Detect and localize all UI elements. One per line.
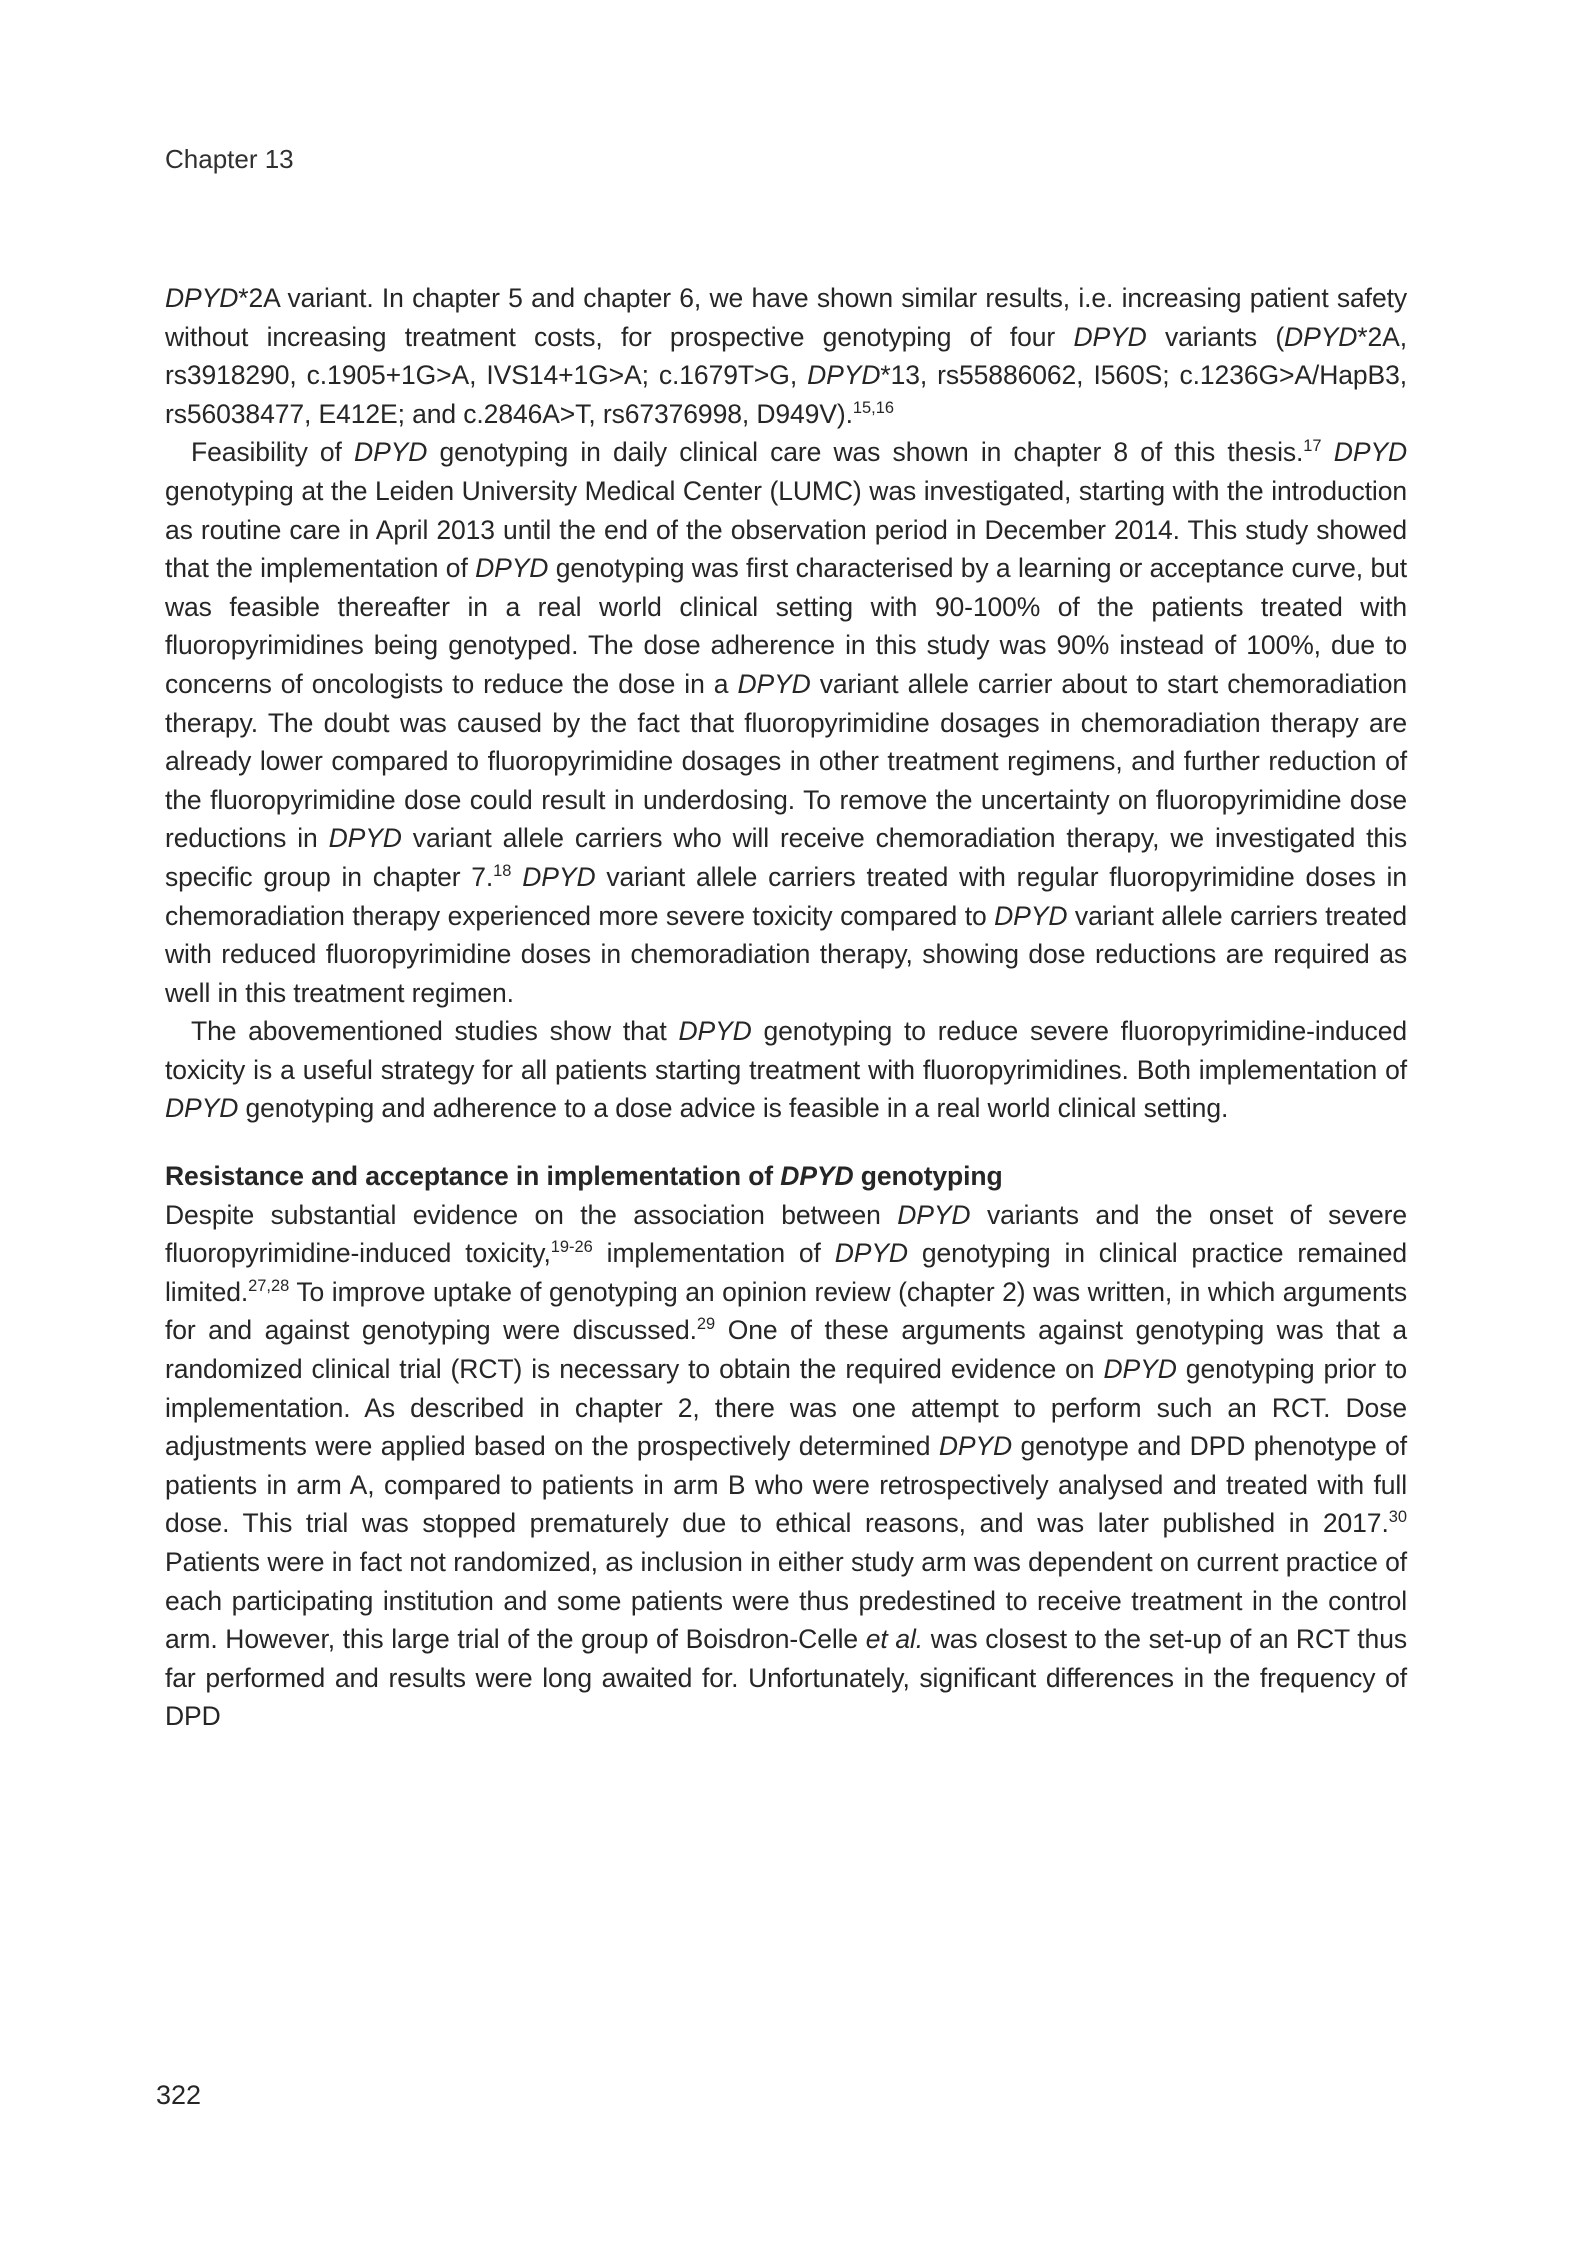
paragraph-resistance: Despite substantial evidence on the association between DPYD variants and the onset of severe fluoropyrimidine-induced toxicity,$^{19-26}$ implementation of DPYD genotyping in clinical practice remained limited.$^{27,28}$ To improve uptake of genotyping an opinion review (chapter 2) was written, in which arguments for and against genotyping were discussed.$^{29}$ One of these arguments against genotyping was that a randomized clinical trial (RCT) is necessary to obtain the required evidence on DPYD genotyping prior to implementation. As described in chapter 2, there was one attempt to perform such an RCT. Dose adjustments were applied based on the prospectively determined DPYD genotype and DPD phenotype of patients in arm A, compared to patients in arm B who were retrospectively analysed and treated with full dose. This trial was stopped prematurely due to ethical reasons, and was later published in 2017.30 Patients were in fact not randomized, as inclusion in either study arm was dependent on current practice of each participating institution and some patients were thus predestined to receive treatment in the control arm. However, this large trial of the group of Boisdron-Celle et al. was closest to the set-up of an RCT thus far performed and results were long awaited for. Unfortunately, significant differences in the frequency of DPD	[165, 1199, 1408, 1732]
body-text	[165, 279, 1407, 1736]
running-header: Chapter 13	[165, 144, 294, 174]
paragraph-dpyd-variants: DPYD*2A variant. In chapter 5 and chapter 6, we have shown similar results, i.e. increasing patient safety without increasing treatment costs, for prospective genotyping of four DPYD variants (DPYD*2A, rs3918290, c.1905+1G>A, IVS14+1G>A; c.1679T>G, DPYD*13, rs55886062, I560S; c.1236G>A/HapB3, rs56038477, E412E; and c.2846A>T, rs67376998, D949V).$^{15,16}$	[165, 283, 1407, 429]
paragraph-summary: The abovementioned studies show that DPYD genotyping to reduce severe fluoropyrimidine-induced toxicity is a useful strategy for all patients starting treatment with fluoropyrimidines. Both implementation of DPYD genotyping and adherence to a dose advice is feasible in a real world clinical setting.	[165, 1016, 1407, 1124]
paragraph-feasibility: Feasibility of DPYD genotyping in daily clinical care was shown in chapter 8 of this thesis.$^{17}$ DPYD genotyping at the Leiden University Medical Center (LUMC) was investigated, starting with the introduction as routine care in April 2013 until the end of the observation period in December 2014. This study showed that the implementation of DPYD genotyping was first characterised by a learning or acceptance curve, but was feasible thereafter in a real world clinical setting with 90-100% of the patients treated with fluoropyrimidines being genotyped. The dose adherence in this study was 90% instead of 100%, due to concerns of oncologists to reduce the dose in a DPYD variant allele carrier about to start chemoradiation therapy. The doubt was caused by the fact that fluoropyrimidine dosages in chemoradiation therapy are already lower compared to fluoropyrimidine dosages in other treatment regimens, and further reduction of the fluoropyrimidine dose could result in underdosing. To remove the uncertainty on fluoropyrimidine dose reductions in DPYD variant allele carriers who will receive chemoradiation therapy, we investigated this specific group in chapter 7.18 DPYD variant allele carriers treated with regular fluoropyrimidine doses in chemoradiation therapy experienced more severe toxicity compared to DPYD variant allele carriers treated with reduced fluoropyrimidine doses in chemoradiation therapy, showing dose reductions are required as well in this treatment regimen.	[165, 437, 1408, 1008]
section-heading: Resistance and acceptance in implementation of DPYD genotyping	[165, 1161, 1003, 1192]
page-number: 322	[156, 2080, 202, 2110]
